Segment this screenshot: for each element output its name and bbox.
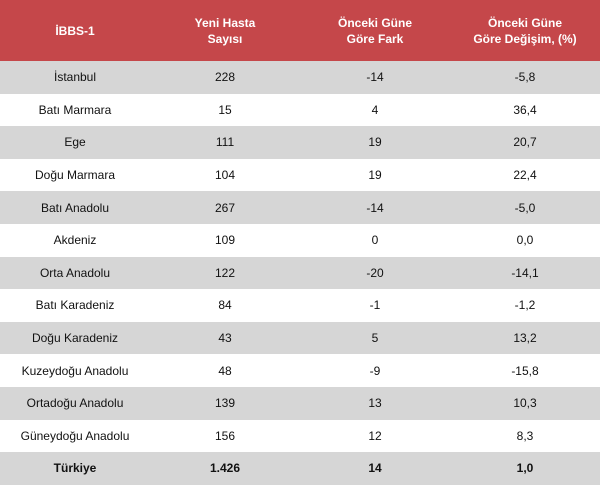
cell-diff: 19	[368, 135, 382, 150]
cell-change-pct: 13,2	[513, 331, 537, 346]
cell-change-pct: -5,8	[514, 70, 536, 85]
cell-region: Güneydoğu Anadolu	[20, 428, 130, 443]
cell-new-cases: 84	[218, 298, 232, 313]
table-row	[0, 224, 600, 257]
cell-diff: 0	[371, 233, 379, 248]
cell-change-pct: 20,7	[513, 135, 537, 150]
cell-region: Doğu Marmara	[34, 168, 116, 183]
cell-change-pct: -5,0	[514, 200, 536, 215]
table-row	[0, 420, 600, 453]
cell-change-pct: -14,1	[511, 265, 539, 280]
table-row	[0, 354, 600, 387]
cell-region: Kuzeydoğu Anadolu	[21, 363, 129, 378]
cell-change-pct: 8,3	[516, 428, 534, 443]
cell-new-cases: 139	[214, 396, 236, 411]
header-region	[0, 0, 150, 61]
cell-change-pct: -1,2	[514, 298, 536, 313]
cell-region: Doğu Karadeniz	[31, 331, 119, 346]
total-diff: 14	[368, 461, 382, 476]
cell-new-cases: 111	[215, 135, 235, 150]
cell-diff: -14	[366, 70, 384, 85]
table-row	[0, 322, 600, 355]
cell-change-pct: 22,4	[513, 168, 537, 183]
cell-region: Orta Anadolu	[39, 265, 111, 280]
cell-region: Akdeniz	[53, 233, 97, 248]
cell-diff: 12	[368, 428, 382, 443]
cell-new-cases: 109	[214, 233, 236, 248]
header-region-label: İBBS-1	[55, 23, 95, 38]
cell-new-cases: 122	[214, 265, 236, 280]
cell-diff: -9	[369, 363, 381, 378]
cell-change-pct: 36,4	[513, 102, 537, 117]
cell-change-pct: 0,0	[516, 233, 534, 248]
cell-region: Batı Karadeniz	[35, 298, 115, 313]
total-change-pct: 1,0	[516, 461, 534, 476]
cell-diff: 13	[368, 396, 382, 411]
header-change-pct-line2: Göre Değişim, (%)	[473, 31, 577, 46]
cell-diff: 19	[368, 168, 382, 183]
cell-region: Batı Anadolu	[40, 200, 110, 215]
cell-new-cases: 267	[214, 200, 236, 215]
table-row	[0, 257, 600, 290]
table-row	[0, 126, 600, 159]
table-body	[0, 61, 600, 485]
header-change-pct	[450, 0, 600, 61]
cell-change-pct: 10,3	[513, 396, 537, 411]
cell-new-cases: 228	[214, 70, 236, 85]
cell-diff: 4	[371, 102, 379, 117]
total-row	[0, 452, 600, 485]
header-row	[0, 0, 600, 61]
table-row	[0, 94, 600, 127]
table-header	[0, 0, 600, 61]
table-row	[0, 387, 600, 420]
header-new-cases	[150, 0, 300, 61]
table-row	[0, 61, 600, 94]
header-diff	[300, 0, 450, 61]
table-row	[0, 191, 600, 224]
cell-region: Batı Marmara	[38, 102, 112, 117]
cell-region: İstanbul	[53, 70, 97, 85]
cell-new-cases: 104	[214, 168, 236, 183]
cell-new-cases: 48	[218, 363, 232, 378]
header-change-pct-line1: Önceki Güne	[487, 15, 563, 30]
table-row	[0, 159, 600, 192]
cell-diff: -20	[366, 265, 384, 280]
cell-new-cases: 156	[214, 428, 236, 443]
cell-region: Ortadoğu Anadolu	[26, 396, 124, 411]
total-region: Türkiye	[53, 461, 97, 476]
header-diff-line1: Önceki Güne	[337, 15, 413, 30]
total-new-cases: 1.426	[209, 461, 241, 476]
cell-new-cases: 43	[218, 331, 232, 346]
cell-diff: 5	[371, 331, 379, 346]
header-new-cases-line1: Yeni Hasta	[194, 15, 256, 30]
header-diff-line2: Göre Fark	[346, 31, 404, 46]
table-row	[0, 289, 600, 322]
cell-diff: -1	[369, 298, 381, 313]
cell-new-cases: 15	[218, 102, 232, 117]
header-new-cases-line2: Sayısı	[207, 31, 243, 46]
cell-change-pct: -15,8	[511, 363, 539, 378]
cell-diff: -14	[366, 200, 384, 215]
cell-region: Ege	[64, 135, 86, 150]
